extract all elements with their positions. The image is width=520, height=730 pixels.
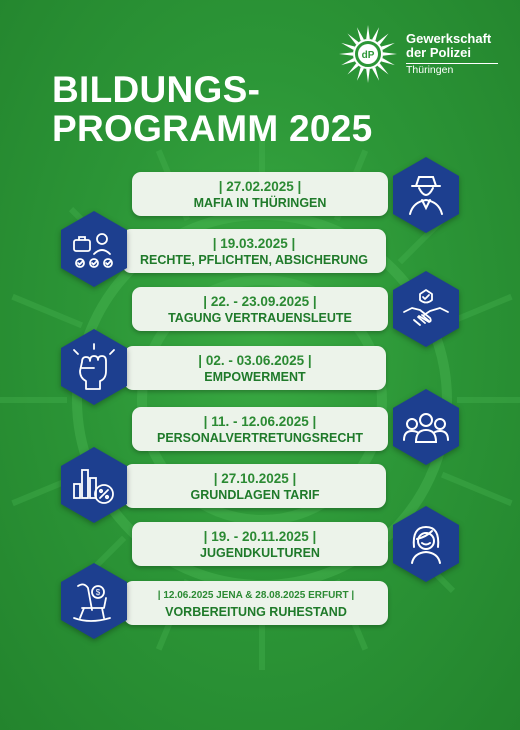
logo-star-ray [381,58,395,65]
svg-text:dP: dP [361,50,375,61]
event-date: | 12.06.2025 JENA & 28.08.2025 ERFURT | [157,589,355,601]
event-topic: EMPOWERMENT [204,369,306,384]
detective-icon [392,156,460,234]
event-date: | 19. - 20.11.2025 | [203,528,317,544]
logo-text [406,32,498,77]
logo-line-2: der Polizei [406,45,472,61]
retiree-rocking-chair-icon [60,562,128,640]
logo-star-ray [347,33,358,44]
raised-fist-icon [60,328,128,406]
event-date: | 19.03.2025 | [212,235,296,251]
logo-star-ray [377,33,388,44]
watermark-ray [13,297,82,326]
event-topic: PERSONALVERTRETUNGSRECHT [156,430,364,445]
event-card [132,172,388,216]
event-date: | 22. - 23.09.2025 | [203,293,317,309]
title-line-2: PROGRAMM 2025 [52,108,373,149]
page-title [52,70,373,148]
svg-text:$: $ [95,588,101,597]
event-card [124,346,386,390]
logo-star-ray [357,27,364,41]
handshake-icon [392,270,460,348]
event-topic: VORBEREITUNG RUHESTAND [165,604,347,619]
chart-percent-icon [60,446,128,524]
logo-star-ray [339,52,353,56]
event-topic: MAFIA IN THÜRINGEN [193,195,327,210]
event-card [124,581,388,625]
event-card [132,407,388,451]
logo-star-ray [341,58,355,65]
logo-line-1: Gewerkschaft [406,30,492,46]
young-woman-icon [392,505,460,583]
event-card [124,464,386,508]
event-card [122,229,386,273]
worker-checklist-icon [60,210,128,288]
event-date: | 27.10.2025 | [213,470,297,486]
event-topic: TAGUNG VERTRAUENSLEUTE [168,310,352,325]
logo-star-ray [383,52,397,56]
logo-star-ray [381,43,395,50]
event-topic: GRUNDLAGEN TARIF [190,487,320,502]
event-date: | 11. - 12.06.2025 | [203,413,317,429]
logo-star-ray [372,67,379,81]
watermark-ray [442,475,511,504]
logo-star-ray [341,43,355,50]
event-topic: JUGENDKULTUREN [200,545,320,560]
group-icon [392,388,460,466]
logo-star-ray [366,25,370,39]
event-topic: RECHTE, PFLICHTEN, ABSICHERUNG [139,252,368,267]
title-line-1: BILDUNGS- [52,69,261,110]
event-date: | 02. - 03.06.2025 | [198,352,312,368]
event-date: | 27.02.2025 | [218,178,302,194]
logo-line-3: Thüringen [406,63,454,76]
logo-star-ray [377,63,388,74]
event-card [132,287,388,331]
event-card [132,522,388,566]
logo-star-ray [372,27,379,41]
